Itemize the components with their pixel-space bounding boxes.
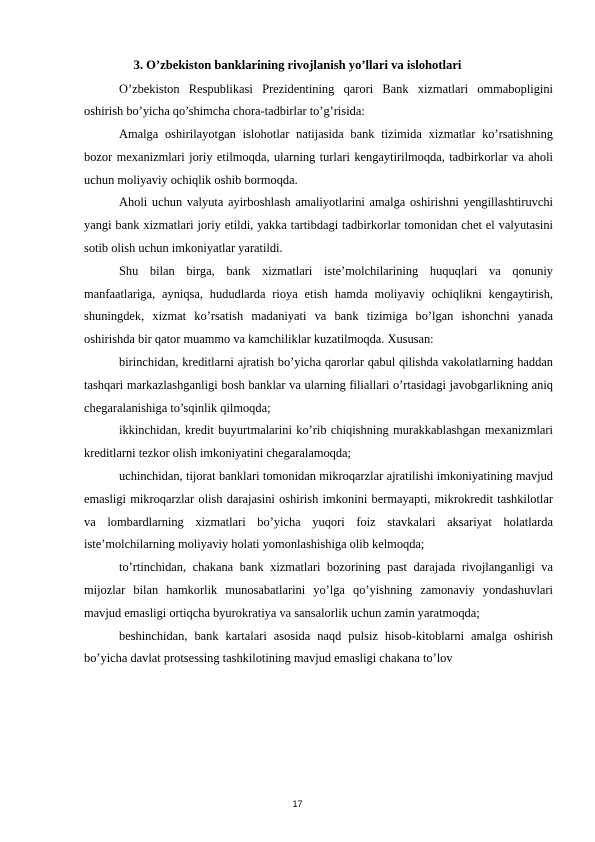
paragraph-fourth: to’rtinchidan, chakana bank xizmatlari bozorining past darajada rivojlanganligi va mijozlar bilan hamkorlik munosabatlarini yo’lga qo’yishning zamonaviy yondashuvlari mavjud emasligi ortiqcha byurokratiya va sansalorlik uchun zamin yaratmoqda; — [84, 560, 553, 620]
paragraph-second: ikkinchidan, kredit buyurtmalarini ko’rib chiqishning murakkablashgan mexanizmlari kreditlarni tezkor olish imkoniyatini chegaralamoqda; — [84, 423, 553, 461]
body-text — [84, 78, 553, 671]
paragraph-third: uchinchidan, tijorat banklari tomonidan mikroqarzlar ajratilishi imkoniyatining mavjud emasligi mikroqarzlar olish darajasini oshirish imkonini bermayapti, mikrokredit tashkilotlar va lombardlarning xizmatlari bo’yicha yuqori foiz stavkalari aksariyat holatlarda iste’molchilarning moliyaviy holati yomonlashishiga olib kelmoqda; — [84, 469, 553, 552]
page-number: 17 — [292, 799, 303, 809]
paragraph-currency-exchange: Aholi uchun valyuta ayirboshlash amaliyotlarini amalga oshirishni yengillashtiruvchi yangi bank xizmatlari joriy etildi, yakka tartibdagi tadbirkorlar tomonidan chet el valyutasini sotib olish uchun imkoniyatlar yaratildi. — [84, 195, 553, 256]
paragraph-reforms: Amalga oshirilayotgan islohotlar natijasida bank tizimida xizmatlar ko’rsatishning bozor mexanizmlari joriy etilmoqda, ularning turlari kengaytirilmoqda, tadbirkorlar va aholi uchun moliyaviy ochiqlik oshib bormoqda. — [84, 127, 553, 187]
paragraph-problems: Shu bilan birga, bank xizmatlari iste’molchilarining huquqlari va qonuniy manfaatlariga, ayniqsa, hududlarda rioya etish hamda moliyaviy ochiqlikni kengaytirish, shuningdek, xizmat ko’rsatish madaniyati va bank tizimiga bo’lgan ishonchni yanada oshirishda bir qator muammo va kamchiliklar kuzatilmoqda. Xususan: — [84, 263, 553, 347]
section-heading: 3. O’zbekiston banklarining rivojlanish yo’llari va islohotlari — [133, 58, 462, 72]
paragraph-fifth: beshinchidan, bank kartalari asosida naqd pulsiz hisob-kitoblarni amalga oshirish bo’yicha davlat protsessing tashkilotining mavjud emasligi chakana to’lov — [84, 628, 553, 666]
paragraph-first: birinchidan, kreditlarni ajratish bo’yicha qarorlar qabul qilishda vakolatlarning haddan tashqari markazlashganligi bosh banklar va ularning filiallari o’rtasidagi javobgarlikning aniq chegaralanishiga to’sqinlik qilmoqda; — [84, 355, 553, 415]
paragraph-intro: O’zbekiston Respublikasi Prezidentining qarori Bank xizmatlari ommabopligini oshirish bo’yicha qo’shimcha chora-tadbirlar to’g’risida: — [84, 81, 553, 119]
